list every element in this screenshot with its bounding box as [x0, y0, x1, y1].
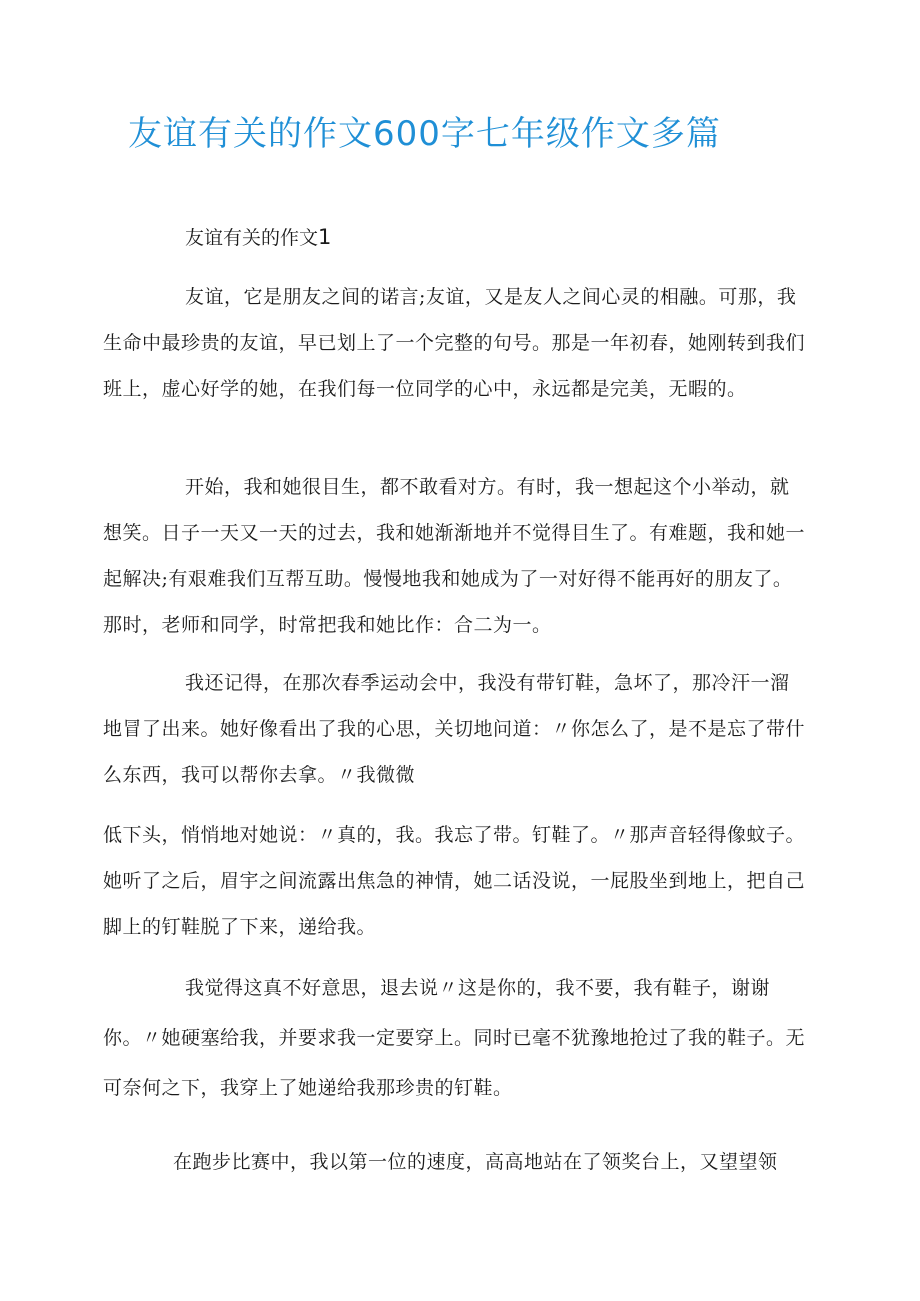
paragraph-3: 我还记得，在那次春季运动会中，我没有带钉鞋，急坏了，那冷汗一溜地冒了出来。她好像看出了我的心思，关切地问道：〃你怎么了，是不是忘了带什么东西，我可以帮你去拿。〃我微微 [103, 672, 806, 786]
section-number: 1 [318, 225, 332, 249]
section-heading-text: 友谊有关的作文 [185, 227, 319, 249]
paragraph-6: 在跑步比赛中，我以第一位的速度，高高地站在了领奖台上，又望望领 [173, 1151, 778, 1173]
paragraph-2: 开始，我和她很目生，都不敢看对方。有时，我一想起这个小举动，就想笑。日子一天又一天的过去，我和她渐渐地并不觉得目生了。有难题，我和她一起解决;有艰难我们互帮互助。慢慢地我和她成为了一对好得不能再好的朋友了。那时，老师和同学，时常把我和她比作：合二为一。 [103, 476, 806, 636]
paragraph-4: 低下头，悄悄地对她说：〃真的，我。我忘了带。钉鞋了。〃那声音轻得像蚊子。她听了之后，眉宇之间流露出焦急的神情，她二话没说，一屁股坐到地上，把自己脚上的钉鞋脱了下来，递给我。 [103, 824, 806, 938]
section-heading [185, 222, 331, 253]
document-title: 友谊有关的作文600字七年级作文多篇 [128, 114, 721, 154]
paragraph-1: 友谊，它是朋友之间的诺言;友谊，又是友人之间心灵的相融。可那，我生命中最珍贵的友谊，早已划上了一个完整的句号。那是一年初春，她刚转到我们班上，虚心好学的她，在我们每一位同学的心中，永远都是完美，无暇的。 [103, 286, 806, 400]
paragraph-5: 我觉得这真不好意思，退去说〃这是你的，我不要，我有鞋子，谢谢你。〃她硬塞给我，并要求我一定要穿上。同时已毫不犹豫地抢过了我的鞋子。无可奈何之下，我穿上了她递给我那珍贵的钉鞋。 [103, 977, 806, 1099]
